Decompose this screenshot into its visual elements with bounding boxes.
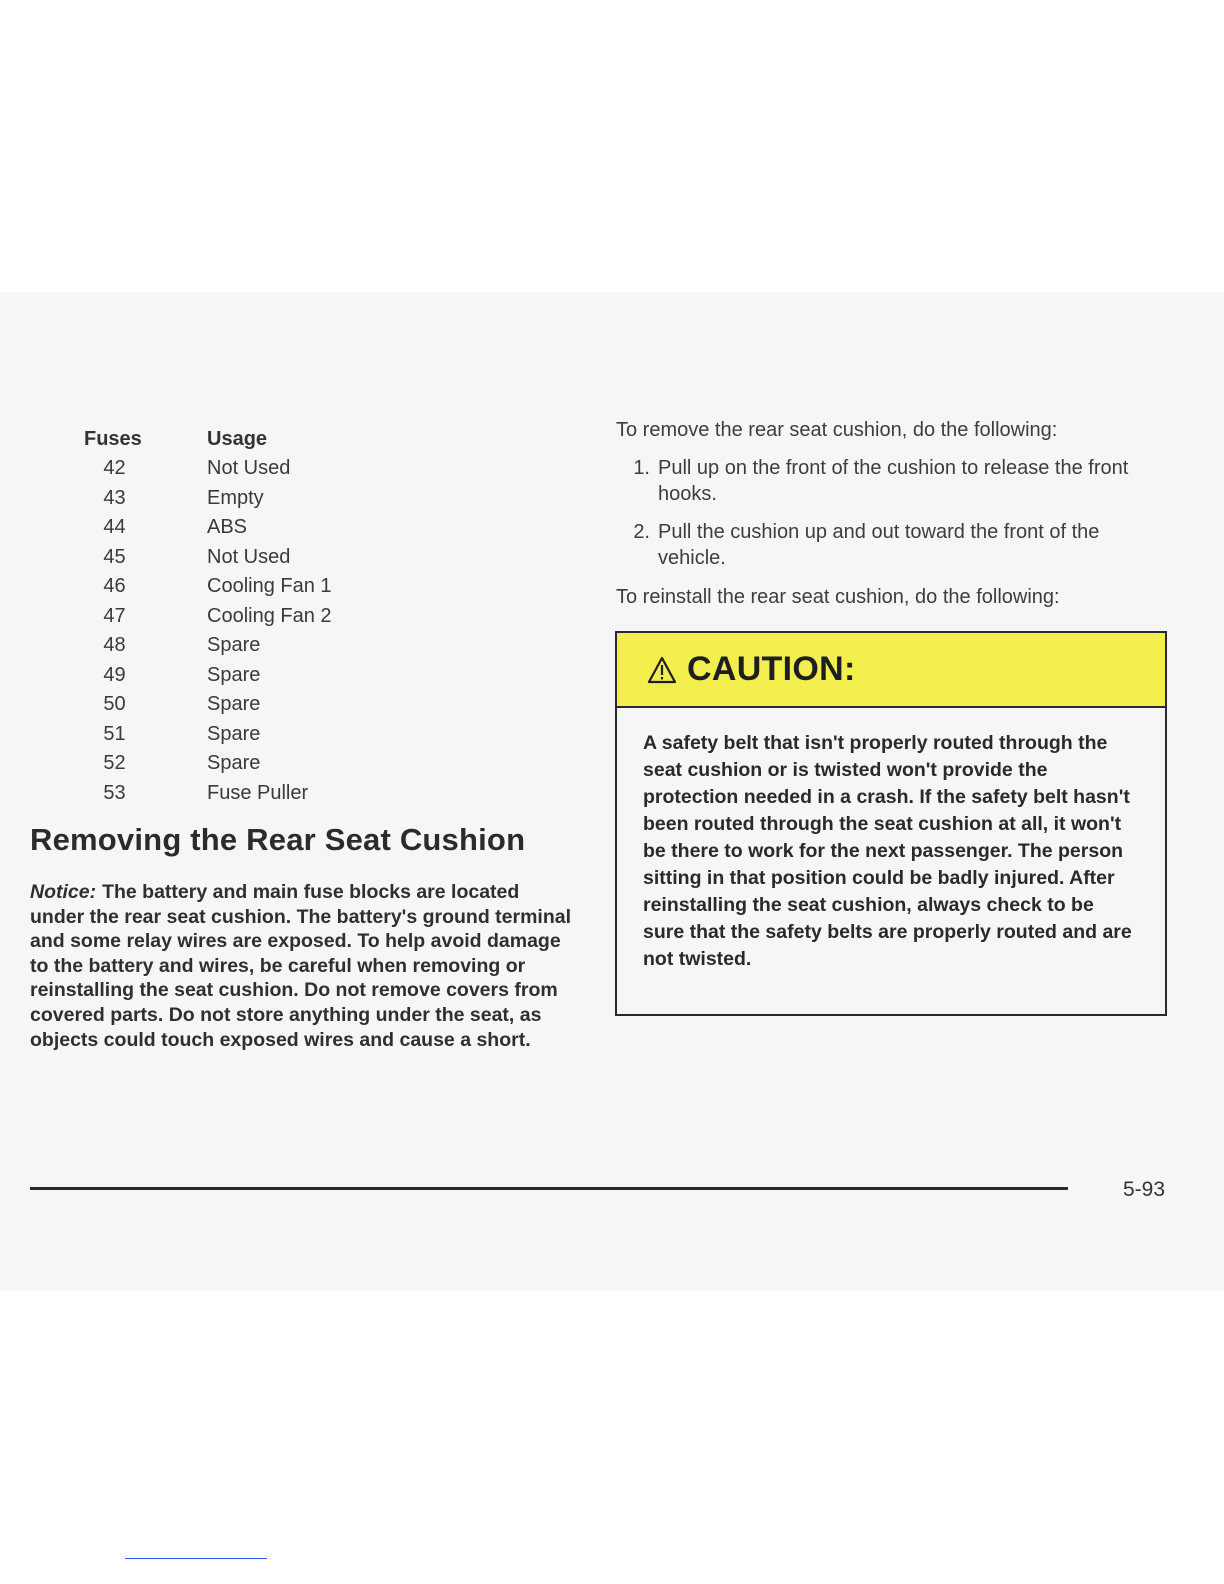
list-item <box>616 455 1146 507</box>
step-text: Pull the cushion up and out toward the front of the vehicle. <box>658 521 1100 569</box>
caution-text: A safety belt that isn't properly routed through the seat cushion or is twisted won't provide the protection needed in a crash. If the safety belt hasn't been routed through the seat cushion at all, it won't be there to work for the next passenger. The person sitting in that position could be badly injured. After reinstalling the seat cushion, always check to be sure that the safety belts are properly routed and are not twisted. <box>643 732 1132 970</box>
fuse-number: 45 <box>103 545 126 568</box>
fuse-number: 46 <box>103 575 126 598</box>
fuse-table-header <box>84 424 332 454</box>
table-row <box>84 602 332 632</box>
notice-text: The battery and main fuse blocks are located under the rear seat cushion. The battery's ground terminal and some relay wires are exposed. To help avoid damage to the battery and wires, be careful when removing or reinstalling the seat cushion. Do not remove covers from covered parts. Do not store anything under the seat, as objects could touch exposed wires and cause a short. <box>30 881 572 1051</box>
table-row <box>84 454 332 484</box>
fuse-usage: Fuse Puller <box>207 781 309 804</box>
table-row <box>84 779 332 809</box>
fuse-number: 43 <box>103 486 126 509</box>
fuse-usage: Not Used <box>207 545 291 568</box>
fuse-usage: Not Used <box>207 457 291 480</box>
table-row <box>84 543 332 573</box>
fuse-usage: Spare <box>207 663 261 686</box>
table-row <box>84 484 332 514</box>
table-row <box>84 572 332 602</box>
removal-intro: To remove the rear seat cushion, do the following: <box>616 419 1058 441</box>
usage-column-header: Usage <box>207 427 268 450</box>
fuse-usage: Cooling Fan 2 <box>207 604 332 627</box>
page-number: 5-93 <box>1123 1178 1166 1201</box>
removal-steps <box>616 455 1146 583</box>
table-row <box>84 690 332 720</box>
fuse-usage: Spare <box>207 752 261 775</box>
fuse-number: 48 <box>103 634 126 657</box>
table-row <box>84 513 332 543</box>
fuse-number: 50 <box>103 693 126 716</box>
fuse-number: 53 <box>103 781 126 804</box>
table-row <box>84 631 332 661</box>
step-number: 2. <box>633 521 650 543</box>
table-row <box>84 720 332 750</box>
reinstall-intro: To reinstall the rear seat cushion, do the following: <box>616 586 1060 608</box>
fuse-number: 44 <box>103 516 126 539</box>
fuse-number: 49 <box>103 663 126 686</box>
caution-box <box>615 631 1167 1016</box>
fuse-usage: Spare <box>207 634 261 657</box>
notice-paragraph <box>30 880 575 1052</box>
fuse-usage: ABS <box>207 516 248 539</box>
notice-label: Notice: <box>30 881 97 903</box>
footer-divider <box>30 1187 1068 1190</box>
table-row <box>84 661 332 691</box>
fuse-usage: Spare <box>207 722 261 745</box>
step-number: 1. <box>633 457 650 479</box>
fuse-table <box>84 424 332 808</box>
fuse-usage: Empty <box>207 486 264 509</box>
table-row <box>84 749 332 779</box>
fuse-number: 52 <box>103 752 126 775</box>
section-title: Removing the Rear Seat Cushion <box>30 822 526 857</box>
caution-header <box>617 633 1165 708</box>
fuse-number: 42 <box>103 457 126 480</box>
step-text: Pull up on the front of the cushion to release the front hooks. <box>658 457 1129 505</box>
fuse-number: 51 <box>103 722 126 745</box>
caution-title: CAUTION: <box>687 650 856 688</box>
fuse-usage: Cooling Fan 1 <box>207 575 332 598</box>
warning-triangle-icon <box>647 656 677 684</box>
fuses-column-header: Fuses <box>84 427 142 450</box>
fuse-number: 47 <box>103 604 126 627</box>
list-item <box>616 519 1146 571</box>
link-underline <box>125 1558 267 1559</box>
fuse-usage: Spare <box>207 693 261 716</box>
